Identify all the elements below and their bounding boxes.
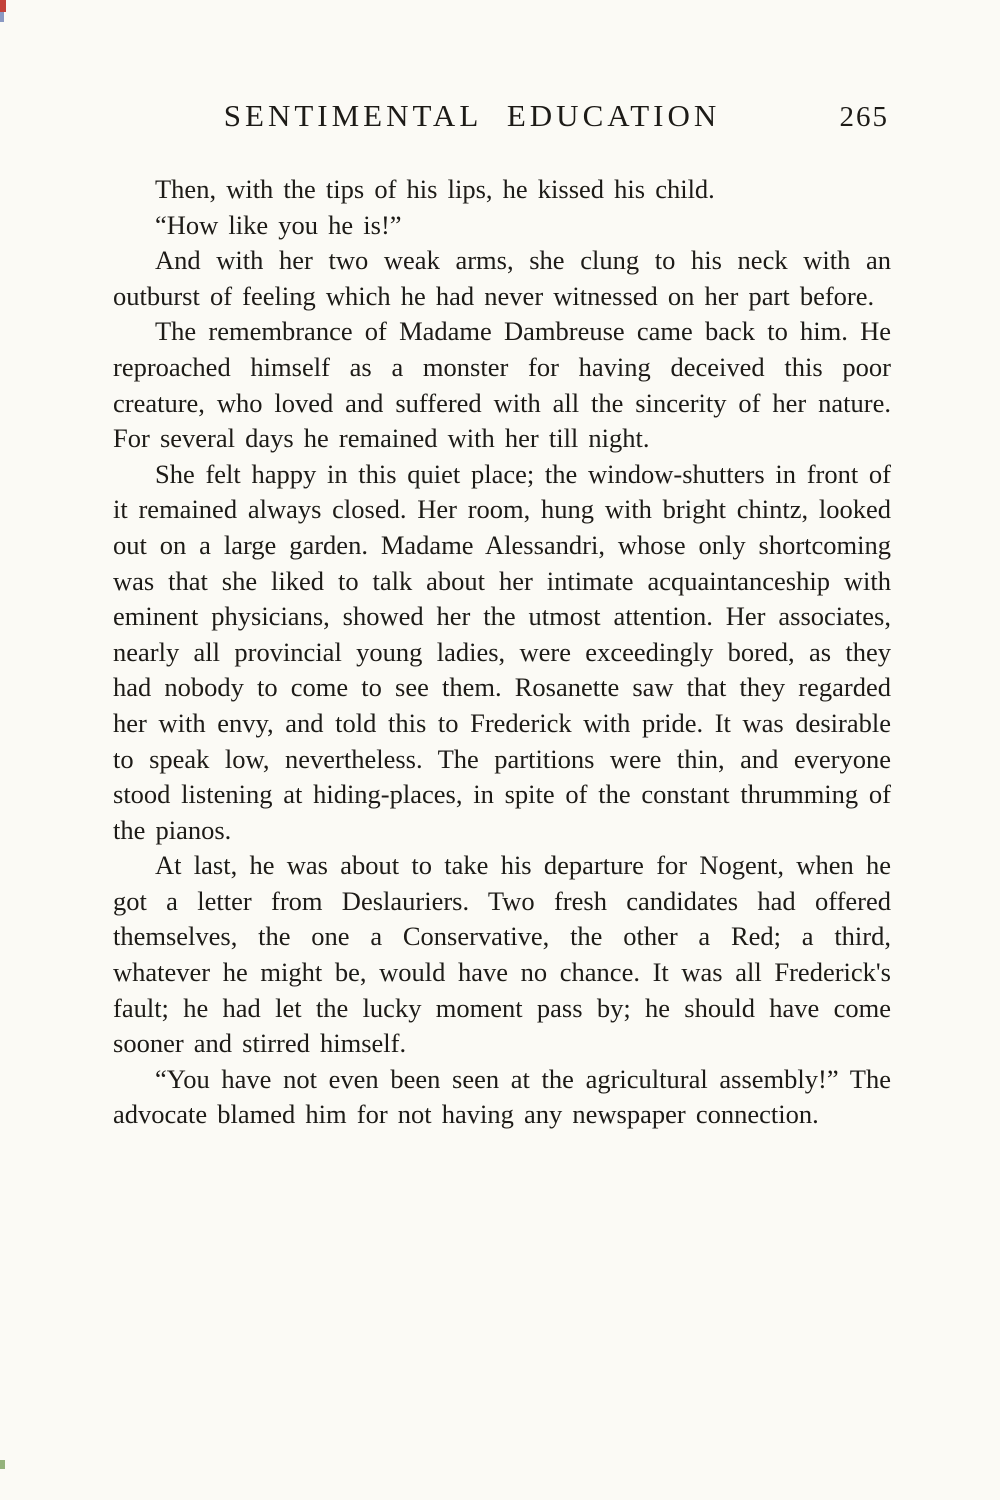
book-page [113, 98, 891, 1133]
page-header [113, 98, 891, 142]
paragraph-1: Then, with the tips of his lips, he kissed his child. [155, 174, 715, 204]
page-number: 265 [839, 101, 889, 133]
paragraph-7: “You have not even been seen at the agricultural assembly!” The advocate blamed him for not having any newspaper connection. [113, 1063, 891, 1130]
scan-artifact [0, 0, 6, 12]
paragraph-2: “How like you he is!” [155, 209, 402, 240]
scan-artifact [0, 1460, 5, 1469]
paragraph-6: At last, he was about to take his departure for Nogent, when he got a letter from Deslauriers. Two fresh candidates had offered themselves, the one a Conservative, the other a Red; a third, whatever he might be, would have no chance. It was all Frederick's fault; he had let the lucky moment pass by; he should have come sooner and stirred himself. [113, 850, 891, 1059]
scan-artifact [0, 12, 4, 22]
paragraph-3: And with her two weak arms, she clung to his neck with an outburst of feeling which he had never witnessed on her part before. [113, 245, 891, 311]
running-title: SENTIMENTAL EDUCATION [223, 98, 721, 133]
paragraph-5: She felt happy in this quiet place; the window-shutters in front of it remained always closed. Her room, hung with bright chintz, looked out on a large garden. Madame Alessandri, whose only shortcoming was that she liked to talk about her intimate acquaintanceship with eminent physicians, showed her the utmost attention. Her associates, nearly all provincial young ladies, were exceedingly bored, as they had nobody to come to see them. Rosanette saw that they regarded her with envy, and told this to Frederick with pride. It was desirable to speak low, nevertheless. The partitions were thin, and everyone stood listening at hiding-places, in spite of the constant thrumming of the pianos. [113, 458, 891, 845]
paragraph-4: The remembrance of Madame Dambreuse came back to him. He reproached himself as a monster for having deceived this poor creature, who loved and suffered with all the sincerity of her nature. For several days he remained with her till night. [113, 316, 891, 454]
page-body [113, 172, 891, 1133]
